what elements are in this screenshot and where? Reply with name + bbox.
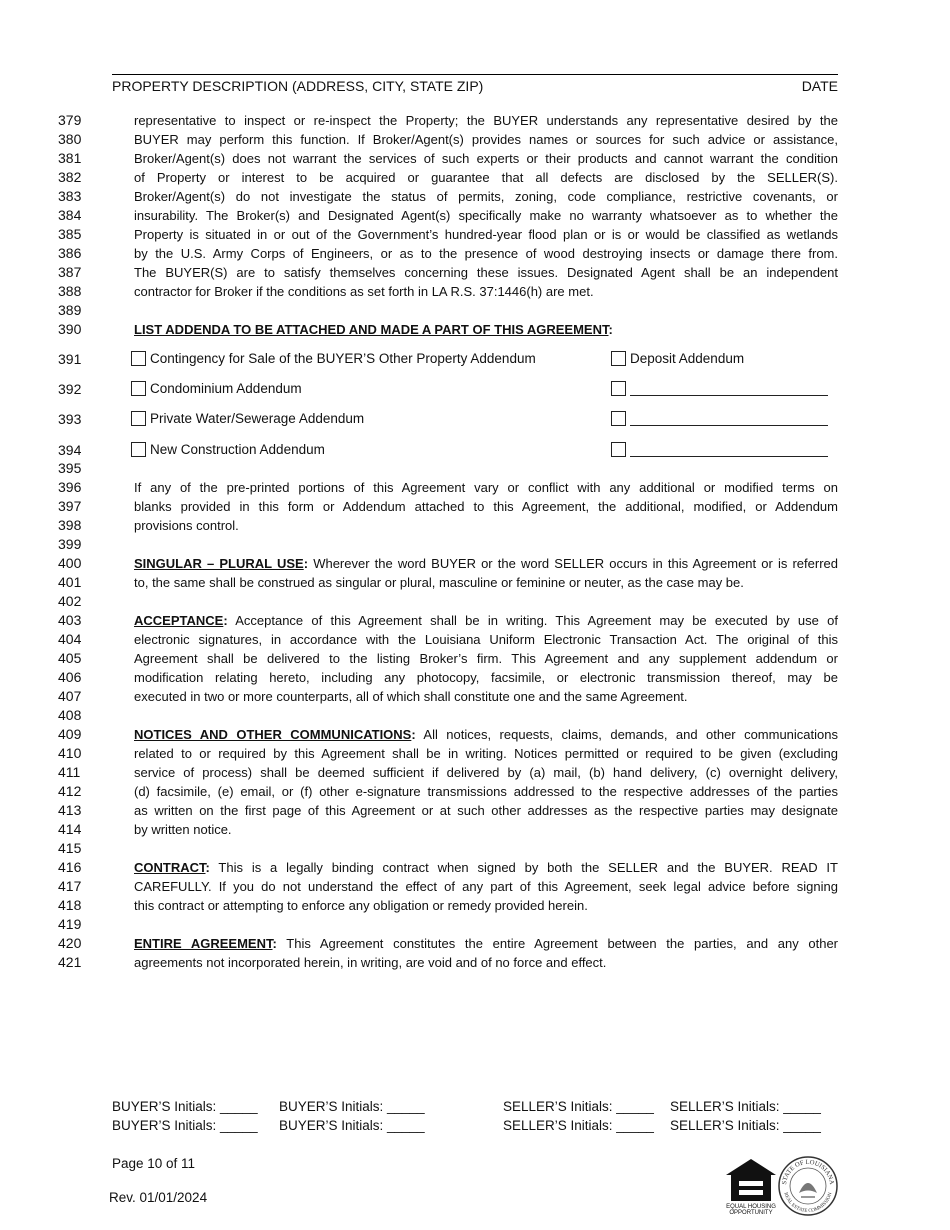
- line-number: 407: [58, 688, 82, 704]
- equal-housing-text: EQUAL HOUSING: [726, 1204, 776, 1210]
- line-number: 418: [58, 897, 82, 913]
- body-text: provisions control.: [134, 518, 239, 533]
- line-number: 394: [58, 442, 82, 458]
- line-number: 393: [58, 411, 82, 427]
- line-number: 406: [58, 669, 82, 685]
- contingency-label: Contingency for Sale of the BUYER’S Other Property Addendum: [150, 351, 536, 366]
- body-text: If any of the pre-printed portions of this Agreement vary or conflict with any additional or modified terms on: [134, 480, 838, 495]
- seller-initials-4[interactable]: SELLER’S Initials: _____: [670, 1118, 821, 1133]
- heading-colon: :: [411, 727, 416, 742]
- line-number: 410: [58, 745, 82, 761]
- line-number: 388: [58, 283, 82, 299]
- contingency-checkbox[interactable]: [131, 351, 146, 366]
- seller-initials-3[interactable]: SELLER’S Initials: _____: [503, 1118, 654, 1133]
- line-number: 403: [58, 612, 82, 628]
- notices-heading: NOTICES AND OTHER COMMUNICATIONS: [134, 727, 412, 742]
- seller-initials-1[interactable]: SELLER’S Initials: _____: [503, 1099, 654, 1114]
- body-text: blanks provided in this form or Addendum attached to this Agreement, the additional, modified, or Addendum: [134, 499, 838, 514]
- deposit-checkbox[interactable]: [611, 351, 626, 366]
- line-number: 415: [58, 840, 82, 856]
- heading-colon: :: [608, 322, 613, 337]
- body-text: by the U.S. Army Corps of Engineers, or as to the presence of wood destroying insects or damage there from.: [134, 246, 838, 261]
- heading-colon: :: [272, 936, 277, 951]
- line-number: 391: [58, 351, 82, 367]
- body-text: agreements not incorporated herein, in writing, are void and of no force and effect.: [134, 955, 607, 970]
- body-text: Acceptance of this Agreement shall be in writing. This Agreement may be executed by use of: [227, 613, 838, 628]
- addendum-private-water-option[interactable]: [131, 411, 364, 426]
- seal-top-text: STATE OF LOUISIANA: [781, 1158, 836, 1186]
- line-number: 405: [58, 650, 82, 666]
- addendum-custom-option-2[interactable]: [611, 411, 828, 426]
- singular-plural-heading: SINGULAR – PLURAL USE: [134, 556, 304, 571]
- line-number: 404: [58, 631, 82, 647]
- line-number: 380: [58, 131, 82, 147]
- body-text: insurability. The Broker(s) and Designated Agent(s) specifically make no warranty whatsoever as to whether the: [134, 208, 838, 223]
- private-water-checkbox[interactable]: [131, 411, 146, 426]
- body-text: Agreement shall be delivered to the listing Broker’s firm. This Agreement and any supplement addendum or: [134, 651, 838, 666]
- property-description-label: PROPERTY DESCRIPTION (ADDRESS, CITY, STATE ZIP): [112, 78, 484, 94]
- buyer-initials-3[interactable]: BUYER’S Initials: _____: [112, 1118, 258, 1133]
- line-number: 401: [58, 574, 82, 590]
- date-label: DATE: [801, 78, 838, 94]
- body-text: BUYER may perform this function. If Broker/Agent(s) provides names or sources for such advice or assistance,: [134, 132, 838, 147]
- line-number: 398: [58, 517, 82, 533]
- line-number: 381: [58, 150, 82, 166]
- acceptance-heading: ACCEPTANCE: [134, 613, 224, 628]
- seal-bottom-text: REAL ESTATE COMMISSION: [782, 1192, 834, 1215]
- body-text: All notices, requests, claims, demands, and other communications: [415, 727, 838, 742]
- custom-checkbox-1[interactable]: [611, 381, 626, 396]
- addendum-custom-option-3[interactable]: [611, 442, 828, 457]
- line-number: 390: [58, 321, 82, 337]
- addendum-contingency-option[interactable]: [131, 351, 536, 366]
- equal-housing-opportunity-logo: [724, 1157, 778, 1215]
- opportunity-text: OPPORTUNITY: [729, 1210, 773, 1215]
- new-construction-checkbox[interactable]: [131, 442, 146, 457]
- body-text: representative to inspect or re-inspect the Property; the BUYER understands any representative desired by the: [134, 113, 838, 128]
- line-number: 417: [58, 878, 82, 894]
- line-number: 386: [58, 245, 82, 261]
- body-text: (d) facsimile, (e) email, or (f) other e-signature transmissions addressed to the respective addresses of the parties: [134, 784, 838, 799]
- custom-checkbox-3[interactable]: [611, 442, 626, 457]
- line-number: 382: [58, 169, 82, 185]
- line-number: 420: [58, 935, 82, 951]
- line-number: 412: [58, 783, 82, 799]
- page-number: Page 10 of 11: [112, 1156, 196, 1171]
- addendum-deposit-option[interactable]: [611, 351, 744, 366]
- line-number: 379: [58, 112, 82, 128]
- line-number: 421: [58, 954, 82, 970]
- line-number: 387: [58, 264, 82, 280]
- custom-addendum-blank-1[interactable]: [630, 382, 828, 396]
- line-number: 416: [58, 859, 82, 875]
- contract-paragraph: [134, 860, 838, 875]
- heading-colon: :: [303, 556, 309, 571]
- condominium-checkbox[interactable]: [131, 381, 146, 396]
- entire-agreement-heading: ENTIRE AGREEMENT: [134, 936, 273, 951]
- line-number: 419: [58, 916, 82, 932]
- line-number: 395: [58, 460, 82, 476]
- body-text: The BUYER(S) are to satisfy themselves concerning these issues. Designated Agent shall be an independent: [134, 265, 838, 280]
- singular-plural-paragraph: [134, 556, 838, 571]
- addendum-new-construction-option[interactable]: [131, 442, 325, 457]
- addenda-heading: [134, 322, 838, 337]
- condominium-label: Condominium Addendum: [150, 381, 302, 396]
- line-number: 399: [58, 536, 82, 552]
- header-rule: [112, 74, 838, 75]
- deposit-label: Deposit Addendum: [630, 351, 745, 366]
- line-number: 384: [58, 207, 82, 223]
- addendum-condominium-option[interactable]: [131, 381, 302, 396]
- body-text: modification relating hereto, including any photocopy, facsimile, or electronic transmission thereof, may be: [134, 670, 838, 685]
- custom-addendum-blank-2[interactable]: [630, 412, 828, 426]
- heading-colon: :: [223, 613, 228, 628]
- body-text: this contract or attempting to enforce any obligation or remedy provided herein.: [134, 898, 588, 913]
- body-text: Broker/Agent(s) do not investigate the status of permits, zoning, code compliance, restrictive covenants, or: [134, 189, 838, 204]
- body-text: This Agreement constitutes the entire Agreement between the parties, and any other: [276, 936, 839, 951]
- line-number: 408: [58, 707, 82, 723]
- body-text: Property is situated in or out of the Government’s hundred-year flood plan or is or would be classified as wetlands: [134, 227, 838, 242]
- body-text: contractor for Broker if the conditions as set forth in LA R.S. 37:1446(h) are met.: [134, 284, 594, 299]
- body-text: by written notice.: [134, 822, 232, 837]
- contract-heading: CONTRACT: [134, 860, 206, 875]
- line-number: 389: [58, 302, 82, 318]
- line-number: 409: [58, 726, 82, 742]
- seller-initials-2[interactable]: SELLER’S Initials: _____: [670, 1099, 821, 1114]
- line-number: 385: [58, 226, 82, 242]
- line-number: 402: [58, 593, 82, 609]
- body-text: related to or required by this Agreement shall be in writing. Notices permitted or required to be given (excluding: [134, 746, 838, 761]
- addenda-heading-text: LIST ADDENDA TO BE ATTACHED AND MADE A PART OF THIS AGREEMENT: [134, 322, 609, 337]
- new-construction-label: New Construction Addendum: [150, 442, 325, 457]
- buyer-initials-2[interactable]: BUYER’S Initials: _____: [279, 1099, 425, 1114]
- body-text: Broker/Agent(s) does not warrant the services of such experts or their products and cannot warrant the condition: [134, 151, 838, 166]
- heading-colon: :: [205, 860, 210, 875]
- louisiana-real-estate-commission-seal: [777, 1155, 839, 1217]
- custom-addendum-blank-3[interactable]: [630, 443, 828, 457]
- body-text: of Property or interest to be acquired or guarantee that all defects are disclosed by the SELLER(S).: [134, 170, 838, 185]
- buyer-initials-4[interactable]: BUYER’S Initials: _____: [279, 1118, 425, 1133]
- acceptance-paragraph: [134, 613, 838, 628]
- body-text: service of process) shall be deemed sufficient if delivered by (a) mail, (b) hand delivery, (c) overnight delivery,: [134, 765, 838, 780]
- line-number: 392: [58, 381, 82, 397]
- notices-paragraph: [134, 727, 838, 742]
- body-text: This is a legally binding contract when signed by both the SELLER and the BUYER. READ IT: [209, 860, 838, 875]
- line-number: 414: [58, 821, 82, 837]
- line-number: 400: [58, 555, 82, 571]
- line-number: 411: [58, 764, 81, 780]
- body-text: as written on the first page of this Agreement or at such other addresses as the respective parties may designate: [134, 803, 838, 818]
- line-number: 397: [58, 498, 82, 514]
- body-text: electronic signatures, in accordance with the Louisiana Uniform Electronic Transaction Act. The original of this: [134, 632, 838, 647]
- body-text: CAREFULLY. If you do not understand the effect of any part of this Agreement, seek legal advice before signing: [134, 879, 838, 894]
- line-number: 383: [58, 188, 82, 204]
- addendum-custom-option-1[interactable]: [611, 381, 828, 396]
- body-text: Wherever the word BUYER or the word SELLER occurs in this Agreement or is referred: [308, 556, 838, 571]
- line-number: 396: [58, 479, 82, 495]
- private-water-label: Private Water/Sewerage Addendum: [150, 411, 365, 426]
- body-text: executed in two or more counterparts, all of which shall constitute one and the same Agreement.: [134, 689, 688, 704]
- buyer-initials-1[interactable]: BUYER’S Initials: _____: [112, 1099, 258, 1114]
- custom-checkbox-2[interactable]: [611, 411, 626, 426]
- line-number: 413: [58, 802, 82, 818]
- revision-date: Rev. 01/01/2024: [109, 1190, 208, 1205]
- entire-agreement-paragraph: [134, 936, 838, 951]
- body-text: to, the same shall be construed as singular or plural, masculine or feminine or neuter, as the case may be.: [134, 575, 744, 590]
